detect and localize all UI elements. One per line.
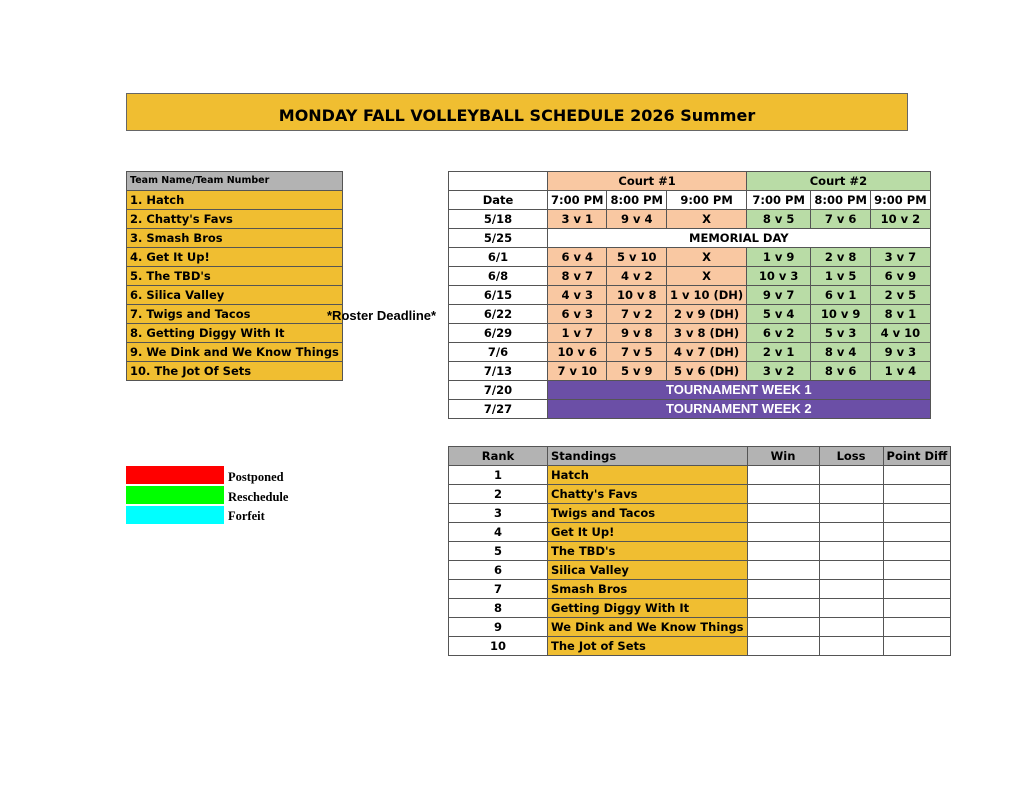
rank-cell[interactable]: 9 <box>449 618 548 637</box>
date-cell[interactable]: 6/1 <box>449 248 548 267</box>
loss-cell[interactable] <box>819 637 883 656</box>
loss-cell[interactable] <box>819 580 883 599</box>
game-cell[interactable]: 1 v 7 <box>548 324 607 343</box>
game-cell[interactable]: 9 v 7 <box>747 286 811 305</box>
game-cell[interactable]: 2 v 1 <box>747 343 811 362</box>
game-cell[interactable]: 10 v 9 <box>811 305 871 324</box>
corner-cell[interactable] <box>449 172 548 191</box>
game-cell[interactable]: 1 v 9 <box>747 248 811 267</box>
loss-cell[interactable] <box>819 523 883 542</box>
team-cell[interactable]: 4. Get It Up! <box>127 248 343 267</box>
point-diff-cell[interactable] <box>883 466 951 485</box>
loss-header[interactable]: Loss <box>819 447 883 466</box>
win-cell[interactable] <box>747 561 819 580</box>
team-list-header[interactable]: Team Name/Team Number <box>127 172 343 191</box>
date-cell[interactable]: 6/22 <box>449 305 548 324</box>
game-cell[interactable]: 7 v 2 <box>607 305 666 324</box>
rank-cell[interactable]: 2 <box>449 485 548 504</box>
standings-team-cell[interactable]: Getting Diggy With It <box>548 599 748 618</box>
team-list-table <box>126 171 343 381</box>
game-cell[interactable]: 10 v 2 <box>871 210 930 229</box>
legend-swatch-postponed <box>126 466 224 484</box>
date-cell[interactable]: 7/6 <box>449 343 548 362</box>
court-1-header[interactable]: Court #1 <box>548 172 747 191</box>
legend-label-forfeit: Forfeit <box>228 509 265 523</box>
standings-table <box>448 446 951 656</box>
date-cell[interactable]: 5/18 <box>449 210 548 229</box>
game-cell[interactable]: 4 v 3 <box>548 286 607 305</box>
point-diff-cell[interactable] <box>883 561 951 580</box>
win-cell[interactable] <box>747 599 819 618</box>
game-cell[interactable]: X <box>666 210 746 229</box>
win-cell[interactable] <box>747 618 819 637</box>
rank-cell[interactable]: 8 <box>449 599 548 618</box>
legend-label-postponed: Postponed <box>228 470 284 484</box>
time-header[interactable]: 9:00 PM <box>666 191 746 210</box>
court-2-header[interactable]: Court #2 <box>747 172 930 191</box>
standings-team-cell[interactable]: The TBD's <box>548 542 748 561</box>
game-cell[interactable]: 3 v 7 <box>871 248 930 267</box>
win-cell[interactable] <box>747 580 819 599</box>
game-cell[interactable]: 7 v 6 <box>811 210 871 229</box>
game-cell[interactable]: 8 v 5 <box>747 210 811 229</box>
standings-team-cell[interactable]: Twigs and Tacos <box>548 504 748 523</box>
game-cell[interactable]: 1 v 4 <box>871 362 930 381</box>
game-cell[interactable]: 5 v 4 <box>747 305 811 324</box>
standings-team-cell[interactable]: Chatty's Favs <box>548 485 748 504</box>
schedule-table <box>448 171 931 419</box>
date-cell[interactable]: 6/15 <box>449 286 548 305</box>
win-cell[interactable] <box>747 542 819 561</box>
game-cell[interactable]: 5 v 6 (DH) <box>666 362 746 381</box>
game-cell[interactable]: 3 v 2 <box>747 362 811 381</box>
standings-team-cell[interactable]: Hatch <box>548 466 748 485</box>
point-diff-cell[interactable] <box>883 599 951 618</box>
time-header[interactable]: 9:00 PM <box>871 191 930 210</box>
point-diff-cell[interactable] <box>883 523 951 542</box>
page-title: MONDAY FALL VOLLEYBALL SCHEDULE 2026 Summer <box>126 93 908 131</box>
rank-cell[interactable]: 10 <box>449 637 548 656</box>
game-cell[interactable]: 8 v 7 <box>548 267 607 286</box>
team-cell[interactable]: 8. Getting Diggy With It <box>127 324 343 343</box>
team-cell[interactable]: 1. Hatch <box>127 191 343 210</box>
game-cell[interactable]: 8 v 1 <box>871 305 930 324</box>
standings-header[interactable]: Standings <box>548 447 748 466</box>
standings-team-cell[interactable]: The Jot of Sets <box>548 637 748 656</box>
game-cell[interactable]: 3 v 8 (DH) <box>666 324 746 343</box>
point-diff-cell[interactable] <box>883 580 951 599</box>
holiday-cell[interactable]: MEMORIAL DAY <box>548 229 931 248</box>
game-cell[interactable]: 1 v 5 <box>811 267 871 286</box>
time-header[interactable]: 8:00 PM <box>811 191 871 210</box>
game-cell[interactable]: 9 v 4 <box>607 210 666 229</box>
rank-cell[interactable]: 1 <box>449 466 548 485</box>
game-cell[interactable]: 8 v 6 <box>811 362 871 381</box>
game-cell[interactable]: 8 v 4 <box>811 343 871 362</box>
team-cell[interactable]: 6. Silica Valley <box>127 286 343 305</box>
tournament-week-cell[interactable]: TOURNAMENT WEEK 1 <box>548 381 931 400</box>
game-cell[interactable]: 7 v 5 <box>607 343 666 362</box>
date-cell[interactable]: 7/20 <box>449 381 548 400</box>
date-cell[interactable]: 6/8 <box>449 267 548 286</box>
rank-cell[interactable]: 7 <box>449 580 548 599</box>
win-header[interactable]: Win <box>747 447 819 466</box>
date-cell[interactable]: 7/27 <box>449 400 548 419</box>
point-diff-header[interactable]: Point Diff <box>883 447 951 466</box>
game-cell[interactable]: X <box>666 267 746 286</box>
legend-label-reschedule: Reschedule <box>228 490 289 504</box>
legend-swatch-reschedule <box>126 486 224 504</box>
date-cell[interactable]: 7/13 <box>449 362 548 381</box>
rank-cell[interactable]: 6 <box>449 561 548 580</box>
game-cell[interactable]: 5 v 10 <box>607 248 666 267</box>
win-cell[interactable] <box>747 523 819 542</box>
time-header[interactable]: 7:00 PM <box>747 191 811 210</box>
game-cell[interactable]: 6 v 1 <box>811 286 871 305</box>
rank-cell[interactable]: 4 <box>449 523 548 542</box>
game-cell[interactable]: 9 v 8 <box>607 324 666 343</box>
loss-cell[interactable] <box>819 561 883 580</box>
point-diff-cell[interactable] <box>883 618 951 637</box>
time-header[interactable]: 7:00 PM <box>548 191 607 210</box>
game-cell[interactable]: 10 v 3 <box>747 267 811 286</box>
standings-team-cell[interactable]: We Dink and We Know Things <box>548 618 748 637</box>
rank-header[interactable]: Rank <box>449 447 548 466</box>
game-cell[interactable]: 6 v 2 <box>747 324 811 343</box>
rank-cell[interactable]: 5 <box>449 542 548 561</box>
game-cell[interactable]: 6 v 9 <box>871 267 930 286</box>
team-cell[interactable]: 2. Chatty's Favs <box>127 210 343 229</box>
game-cell[interactable]: 2 v 9 (DH) <box>666 305 746 324</box>
date-cell[interactable]: 6/29 <box>449 324 548 343</box>
game-cell[interactable]: 7 v 10 <box>548 362 607 381</box>
game-cell[interactable]: 5 v 3 <box>811 324 871 343</box>
team-cell[interactable]: 5. The TBD's <box>127 267 343 286</box>
team-cell[interactable]: 10. The Jot Of Sets <box>127 362 343 381</box>
game-cell[interactable]: 4 v 7 (DH) <box>666 343 746 362</box>
game-cell[interactable]: 3 v 1 <box>548 210 607 229</box>
game-cell[interactable]: 10 v 6 <box>548 343 607 362</box>
loss-cell[interactable] <box>819 504 883 523</box>
game-cell[interactable]: 5 v 9 <box>607 362 666 381</box>
roster-deadline-note: *Roster Deadline* <box>327 308 437 323</box>
loss-cell[interactable] <box>819 599 883 618</box>
game-cell[interactable]: 4 v 2 <box>607 267 666 286</box>
loss-cell[interactable] <box>819 485 883 504</box>
game-cell[interactable]: 4 v 10 <box>871 324 930 343</box>
game-cell[interactable]: 2 v 8 <box>811 248 871 267</box>
tournament-week-cell[interactable]: TOURNAMENT WEEK 2 <box>548 400 931 419</box>
team-cell[interactable]: 7. Twigs and Tacos <box>127 305 343 324</box>
date-cell[interactable]: 5/25 <box>449 229 548 248</box>
legend-swatch-forfeit <box>126 506 224 524</box>
game-cell[interactable]: 6 v 3 <box>548 305 607 324</box>
date-header[interactable]: Date <box>449 191 548 210</box>
loss-cell[interactable] <box>819 542 883 561</box>
win-cell[interactable] <box>747 637 819 656</box>
win-cell[interactable] <box>747 485 819 504</box>
game-cell[interactable]: 2 v 5 <box>871 286 930 305</box>
game-cell[interactable]: 10 v 8 <box>607 286 666 305</box>
standings-team-cell[interactable]: Get It Up! <box>548 523 748 542</box>
point-diff-cell[interactable] <box>883 542 951 561</box>
game-cell[interactable]: 6 v 4 <box>548 248 607 267</box>
point-diff-cell[interactable] <box>883 485 951 504</box>
rank-cell[interactable]: 3 <box>449 504 548 523</box>
win-cell[interactable] <box>747 466 819 485</box>
time-header[interactable]: 8:00 PM <box>607 191 666 210</box>
point-diff-cell[interactable] <box>883 637 951 656</box>
win-cell[interactable] <box>747 504 819 523</box>
game-cell[interactable]: 9 v 3 <box>871 343 930 362</box>
loss-cell[interactable] <box>819 466 883 485</box>
team-cell[interactable]: 9. We Dink and We Know Things <box>127 343 343 362</box>
loss-cell[interactable] <box>819 618 883 637</box>
standings-team-cell[interactable]: Smash Bros <box>548 580 748 599</box>
point-diff-cell[interactable] <box>883 504 951 523</box>
team-cell[interactable]: 3. Smash Bros <box>127 229 343 248</box>
game-cell[interactable]: X <box>666 248 746 267</box>
standings-team-cell[interactable]: Silica Valley <box>548 561 748 580</box>
game-cell[interactable]: 1 v 10 (DH) <box>666 286 746 305</box>
